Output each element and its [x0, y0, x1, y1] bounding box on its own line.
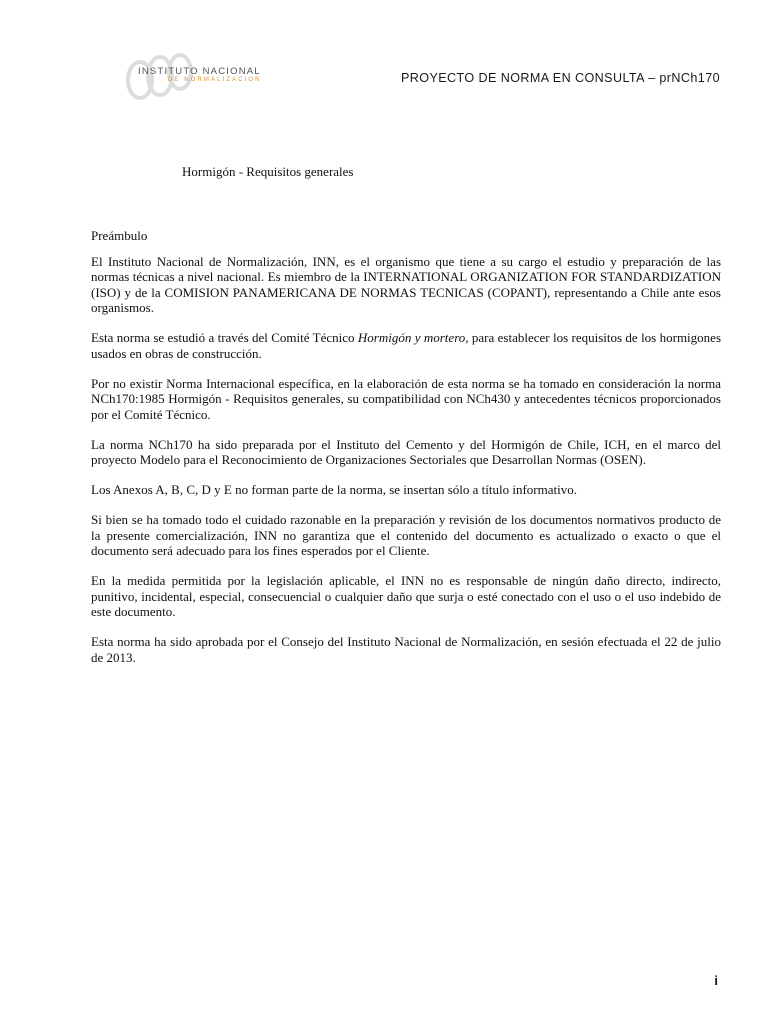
paragraph: La norma NCh170 ha sido preparada por el Instituto del Cemento y del Hormigón de Chile, ICH, en el marco del proyecto Modelo para el Reconocimiento de Organizaciones Sectoriales que Desarrollan Normas (OSEN).: [91, 436, 721, 467]
paragraph: Esta norma ha sido aprobada por el Consejo del Instituto Nacional de Normalización, en sesión efectuada el 22 de julio de 2013.: [91, 634, 721, 665]
paragraph: Por no existir Norma Internacional específica, en la elaboración de esta norma se ha tomado en consideración la norma NCh170:1985 Hormigón - Requisitos generales, su compatibilidad con NCh430 y antecedentes técnicos proporcionados por el Comité Técnico.: [91, 375, 721, 422]
paragraph: Los Anexos A, B, C, D y E no forman parte de la norma, se insertan sólo a título informativo.: [91, 482, 577, 497]
page-number: i: [714, 973, 718, 988]
section-heading: Preámbulo: [91, 228, 148, 243]
paragraph: Si bien se ha tomado todo el cuidado razonable en la preparación y revisión de los documentos normativos producto de la presente comercialización, INN no garantiza que el contenido del documento es actualizado o exacto o que el documento será adecuado para los fines esperados por el Cliente.: [91, 512, 721, 558]
paragraph-text: , para establecer los requisitos de los hormigones usados en obras de construcción.: [91, 330, 721, 361]
paragraph: [91, 330, 721, 361]
document-body: [91, 228, 721, 680]
inn-logo: [122, 50, 287, 102]
logo-text-line2: DE NORMALIZACION: [168, 77, 262, 83]
project-label: PROYECTO DE NORMA EN CONSULTA – prNCh170: [400, 71, 720, 85]
paragraph: En la medida permitida por la legislación aplicable, el INN no es responsable de ningún daño directo, indirecto, punitivo, incidental, especial, consecuencial o cualquier daño que surja o esté conectado con el uso o el uso indebido de este documento.: [91, 573, 721, 619]
paragraph: El Instituto Nacional de Normalización, INN, es el organismo que tiene a su cargo el estudio y preparación de las normas técnicas a nivel nacional. Es miembro de la INTERNATIONAL ORGANIZATION FOR STANDARDIZATION (ISO) y de la COMISION PANAMERICANA DE NORMAS TECNICAS (COPANT), representando a Chile ante esos organismos.: [91, 253, 721, 315]
logo-text-line1: INSTITUTO NACIONAL: [138, 66, 261, 77]
document-title: Hormigón - Requisitos generales: [182, 164, 354, 179]
paragraph-emphasis: Hormigón y mortero: [357, 330, 466, 345]
paragraph-text: Esta norma se estudió a través del Comité Técnico: [91, 330, 358, 345]
